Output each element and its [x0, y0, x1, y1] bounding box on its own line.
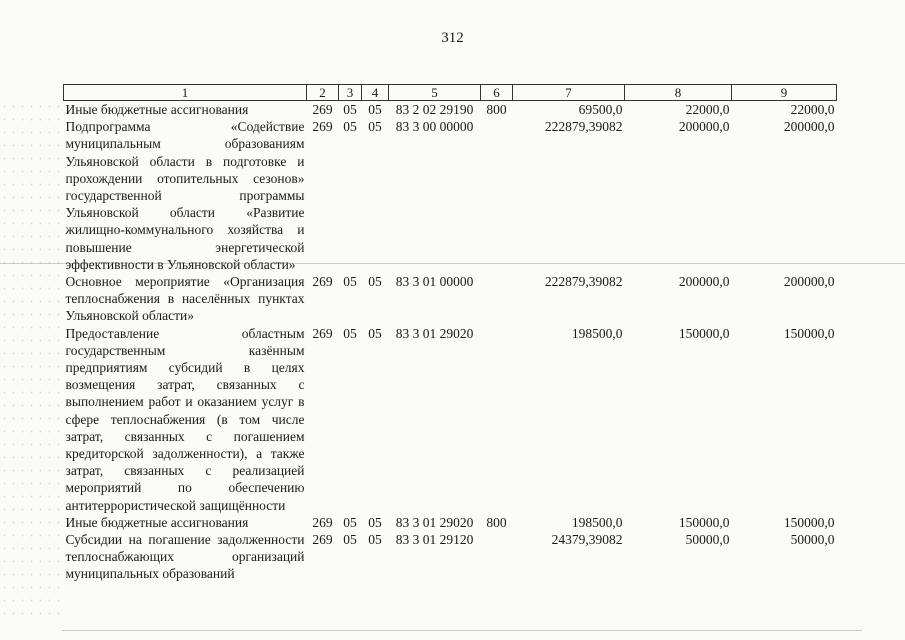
table-row — [64, 118, 837, 273]
column-header: 9 — [732, 85, 837, 101]
cell-code-3: 05 — [343, 325, 357, 341]
cell-code-4: 05 — [368, 119, 382, 135]
cell-code-5: 83 3 01 29020 — [395, 514, 474, 530]
table-row — [64, 514, 837, 531]
budget-table — [63, 84, 837, 583]
cell-code-3: 05 — [343, 102, 357, 117]
cell-code-3: 05 — [343, 119, 357, 135]
row-description: Иные бюджетные ассигнования — [65, 514, 249, 530]
row-description: Предоставление областным государственным казённым предприятиям субсидий в целях возмещения затрат, связанных с выполнением работ и оказанием услуг в сфере теплоснабжения (в том числе затрат, связанных с погашением кредиторской задолженности), а также затрат, связанных с реализацией мероприятий по обеспечению антитеррористической защищённости — [65, 325, 305, 513]
cell-amount-8: 200000,0 — [678, 119, 730, 135]
cell-code-2: 269 — [312, 119, 333, 135]
cell-code-6: 800 — [486, 514, 507, 530]
table-row — [64, 531, 837, 583]
cell-amount-9: 22000,0 — [790, 102, 835, 117]
cell-code-6 — [481, 118, 513, 273]
page-number: 312 — [441, 30, 464, 46]
scan-noise — [0, 100, 60, 620]
cell-amount-8: 150000,0 — [678, 514, 730, 530]
cell-amount-7: 198500,0 — [571, 325, 623, 341]
column-header: 6 — [481, 85, 513, 101]
cell-code-4: 05 — [368, 532, 382, 548]
cell-amount-9: 150000,0 — [783, 325, 835, 341]
cell-amount-8: 50000,0 — [685, 532, 730, 548]
column-header: 4 — [362, 85, 389, 101]
cell-code-2: 269 — [312, 325, 333, 341]
cell-code-3: 05 — [343, 514, 357, 530]
row-description: Субсидии на погашение задолженности теплоснабжающих организаций муниципальных образований — [65, 532, 305, 582]
cell-code-4: 05 — [368, 102, 382, 117]
column-header: 8 — [625, 85, 732, 101]
cell-code-4: 05 — [368, 514, 382, 530]
cell-code-2: 269 — [312, 532, 333, 548]
scan-artifact-line — [62, 630, 862, 631]
cell-amount-9: 200000,0 — [783, 119, 835, 135]
row-description: Иные бюджетные ассигнования — [65, 102, 249, 117]
row-description: Подпрограмма «Содействие муниципальным образованиям Ульяновской области в подготовке и прохождении отопительных сезонов» государственной программы Ульяновской области «Развитие жилищно-коммунального хозяйства и повышение энергетической эффективности в Ульяновской области» — [65, 119, 305, 272]
cell-amount-7: 222879,39082 — [544, 274, 623, 290]
cell-amount-8: 200000,0 — [678, 274, 730, 290]
cell-code-5: 83 3 00 00000 — [395, 119, 474, 135]
column-header: 7 — [513, 85, 625, 101]
column-header: 5 — [389, 85, 481, 101]
column-header: 1 — [64, 85, 307, 101]
table-row — [64, 273, 837, 325]
column-header: 3 — [339, 85, 362, 101]
table-row — [64, 325, 837, 514]
header-row — [64, 85, 837, 101]
row-description: Основное мероприятие «Организация теплоснабжения в населённых пунктах Ульяновской области» — [65, 274, 305, 324]
cell-amount-7: 222879,39082 — [544, 119, 623, 135]
cell-code-2: 269 — [312, 514, 333, 530]
cell-code-2: 269 — [312, 274, 333, 290]
cell-amount-9: 150000,0 — [783, 514, 835, 530]
cell-amount-7: 69500,0 — [578, 102, 623, 117]
cell-code-5: 83 3 01 00000 — [395, 274, 474, 290]
cell-amount-8: 22000,0 — [685, 102, 730, 117]
cell-code-6: 800 — [486, 102, 507, 117]
cell-code-5: 83 2 02 29190 — [395, 102, 474, 117]
cell-amount-7: 24379,39082 — [551, 532, 623, 548]
cell-code-2: 269 — [312, 102, 333, 117]
column-header: 2 — [307, 85, 339, 101]
cell-amount-8: 150000,0 — [678, 325, 730, 341]
cell-code-6 — [481, 325, 513, 514]
cell-amount-7: 198500,0 — [571, 514, 623, 530]
cell-code-3: 05 — [343, 532, 357, 548]
cell-code-5: 83 3 01 29120 — [395, 532, 474, 548]
cell-code-5: 83 3 01 29020 — [395, 325, 474, 341]
cell-code-6 — [481, 273, 513, 325]
cell-code-4: 05 — [368, 274, 382, 290]
table-row — [64, 101, 837, 119]
cell-code-4: 05 — [368, 325, 382, 341]
cell-amount-9: 200000,0 — [783, 274, 835, 290]
cell-code-6 — [481, 531, 513, 583]
cell-code-3: 05 — [343, 274, 357, 290]
cell-amount-9: 50000,0 — [790, 532, 835, 548]
